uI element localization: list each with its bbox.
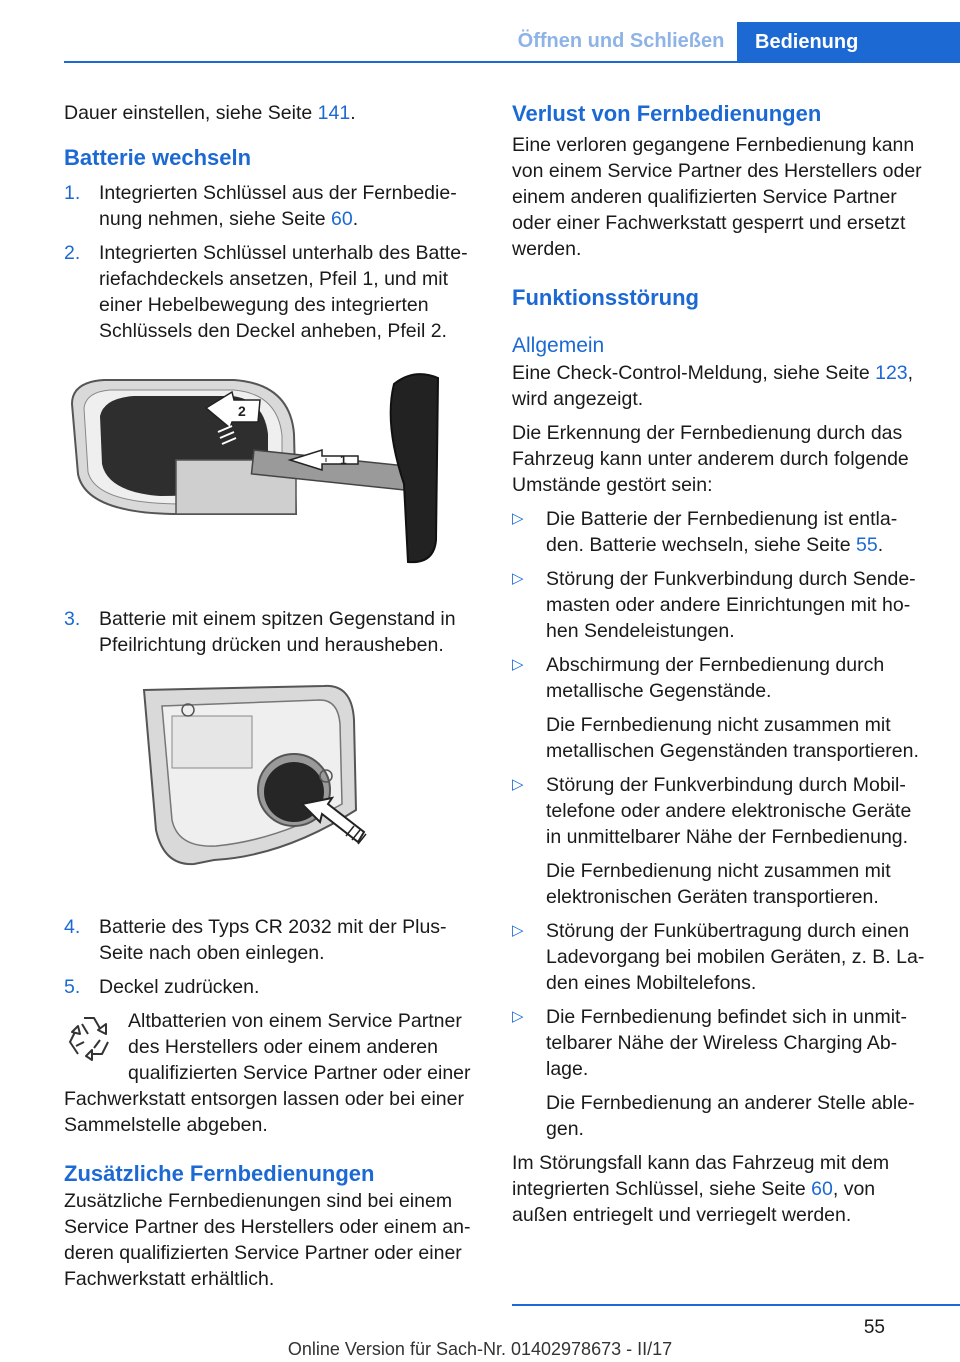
list-item: ▷ Störung der Funkübertragung durch einen Ladevorgang bei mobilen Geräten, z. B. Laden eines Mobiltelefons. <box>512 920 925 994</box>
triangle-bullet-icon: ▷ <box>512 656 524 673</box>
step-item: 2. Integrierten Schlüssel unterhalb des Batteriefachdeckels ansetzen, Pfeil 1, und mit einer Hebelbewegung des integrierten Schlüssels den Deckel anheben, Pfeil 2. <box>64 242 468 342</box>
extra-remotes-text: Zusätzliche Fernbedienungen sind bei einem Service Partner des Herstellers oder einem anderen qualifizierten Service Partner oder einer Fachwerkstatt erhältlich. <box>64 1190 471 1290</box>
header-rule <box>64 61 960 63</box>
page-link-55[interactable]: 55 <box>856 534 878 556</box>
page-link-60[interactable]: 60 <box>811 1178 833 1200</box>
step-number: 4. <box>64 916 81 938</box>
recycle-icon <box>64 1010 114 1068</box>
step-number: 3. <box>64 608 81 630</box>
triangle-bullet-icon: ▷ <box>512 776 524 793</box>
battery-compartment-figure <box>64 680 484 890</box>
loss-heading: Verlust von Fernbedienungen <box>512 101 822 126</box>
intro-text: Dauer einstellen, siehe Seite <box>64 102 318 124</box>
footer-rule <box>512 1304 960 1306</box>
intro-paragraph: Dauer einstellen, siehe Seite 141. <box>64 102 356 124</box>
key-fob-cover-figure <box>64 364 484 594</box>
extra-remotes-heading: Zusätzliche Fernbedienungen <box>64 1161 375 1186</box>
loss-text: Eine verloren gegangene Fernbedienung kann von einem Service Partner des Herstellers oder einem anderen qualifizierten Service Partner oder einer Fachwerkstatt gesperrt und ersetzt werden. <box>512 134 922 260</box>
list-item-note: Die Fernbedienung an anderer Stelle ablegen. <box>546 1092 915 1140</box>
step-item: 5. Deckel zudrücken. <box>64 976 260 998</box>
key-fob-illustration <box>64 364 484 594</box>
triangle-bullet-icon: ▷ <box>512 922 524 939</box>
battery-compartment-illustration <box>64 680 484 890</box>
footer-version: Online Version für Sach-Nr. 01402978673 - II/17 <box>287 1339 673 1359</box>
battery-steps <box>64 180 484 344</box>
list-item-note: Die Fernbedienung nicht zusammen mit metallischen Gegenständen transportieren. <box>546 714 919 762</box>
list-item: ▷ Störung der Funkverbindung durch Sendemasten oder andere Einrichtungen mit hohen Sendeleistungen. <box>512 568 916 642</box>
step-item: 1. Integrierten Schlüssel aus der Fernbedienung nehmen, siehe Seite 60. <box>64 182 457 230</box>
list-item-note: Die Fernbedienung nicht zusammen mit elektronischen Geräten transportieren. <box>546 860 891 908</box>
step-item: 4. Batterie des Typs CR 2032 mit der Plus-Seite nach oben einlegen. <box>64 916 447 964</box>
page-link-141[interactable]: 141 <box>317 102 351 124</box>
step-item: 3. Batterie mit einem spitzen Gegenstand in Pfeilrichtung drücken und herausheben. <box>64 608 456 656</box>
recycling-note <box>64 1008 484 1138</box>
left-column <box>64 100 484 1300</box>
triangle-bullet-icon: ▷ <box>512 570 524 587</box>
page-number: 55 <box>863 1317 885 1338</box>
page-link-60[interactable]: 60 <box>331 208 353 230</box>
triangle-bullet-icon: ▷ <box>512 1008 524 1025</box>
list-item: ▷ Die Fernbedienung befindet sich in unmittelbarer Nähe der Wireless Charging Ablage. Die Fernbedienung an anderer Stelle ablegen. <box>512 1004 927 1142</box>
page-link-123[interactable]: 123 <box>875 362 908 384</box>
step-number: 5. <box>64 976 81 998</box>
header-section-title: Öffnen und Schließen <box>517 30 725 52</box>
general-heading: Allgemein <box>512 334 605 357</box>
header-chapter-tab: Bedienung <box>737 22 960 62</box>
detection-text: Die Erkennung der Fernbedienung durch das Fahrzeug kann unter anderem durch folgende Umstände gestört sein: <box>512 422 909 496</box>
list-item: ▷ Abschirmung der Fernbedienung durch metallische Gegenstände. Die Fernbedienung nicht zusammen mit metallischen Gegenständen transportieren. <box>512 652 927 764</box>
step-number: 2. <box>64 242 81 264</box>
list-item: ▷ Die Batterie der Fernbedienung ist entladen. Batterie wechseln, siehe Seite 55. <box>512 508 898 556</box>
check-control-text: Eine Check-Control-Meldung, siehe Seite 123, wird angezeigt. <box>512 362 914 410</box>
list-item: ▷ Störung der Funkverbindung durch Mobiltelefone oder andere elektronische Geräte in unmittelbarer Nähe der Fernbedienung. Die Fernbedienung nicht zusammen mit elektronischen Geräten transportieren. <box>512 772 927 910</box>
battery-steps-end <box>64 914 484 1000</box>
battery-heading: Batterie wechseln <box>64 145 252 170</box>
battery-steps-cont <box>64 606 484 658</box>
fault-heading: Funktionsstörung <box>512 285 699 310</box>
fault-causes-list <box>512 506 927 1142</box>
closing-text: Im Störungsfall kann das Fahrzeug mit dem integrierten Schlüssel, siehe Seite 60, von außen entriegelt und verriegelt werden. <box>512 1152 890 1226</box>
step-number: 1. <box>64 182 81 204</box>
arrow-2-label: 2 <box>238 403 246 419</box>
triangle-bullet-icon: ▷ <box>512 510 524 527</box>
right-column <box>512 100 927 1236</box>
recycling-text: Altbatterien von einem Service Partner des Herstellers oder einem anderen qualifizierten Service Partner oder einer Fachwerkstatt entsorgen lassen oder bei einer Sammelstelle abgeben. <box>64 1010 471 1136</box>
arrow-1-label: 1 <box>340 453 347 467</box>
